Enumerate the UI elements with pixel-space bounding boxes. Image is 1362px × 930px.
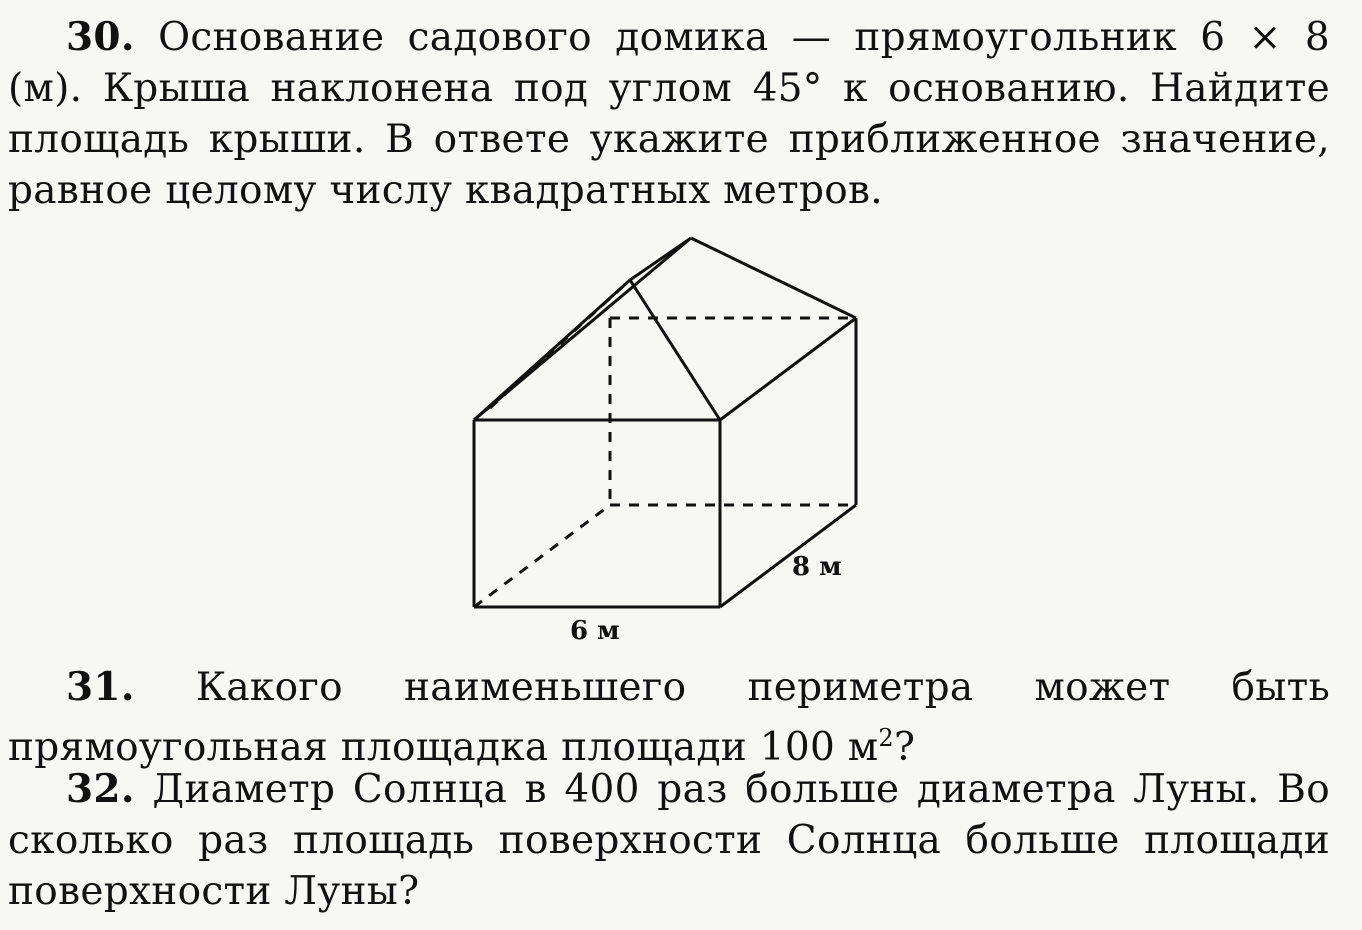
roof-back-right [691,238,856,318]
problem-31-number: 31. [66,664,135,710]
right-top-edge [720,318,856,420]
problem-32 [8,764,1330,917]
width-label: 6 м [570,616,620,646]
problem-31-question-mark: ? [894,725,916,770]
problem-30-number: 30. [66,14,135,60]
depth-label: 8 м [792,552,842,582]
roof-front-right [630,280,720,420]
hidden-bottom-diagonal [474,505,610,607]
problem-32-number: 32. [66,766,135,812]
problem-31-text: Какого наименьшего периметра может быть прямоугольная площадка площади 100 м [8,665,1331,770]
problem-30-text: Основание садового домика — прямоугольник 6 × 8 (м). Крыша наклонена под углом 45° к основанию. Найдите площадь крыши. В ответе укажите приближенное значение, равное целому числу квадратных метров. [8,15,1330,213]
problem-32-text: Диаметр Солнца в 400 раз больше диаметра Луны. Во сколько раз площадь поверхности Солнца больше площади поверхности Луны? [8,767,1330,914]
problem-31-superscript: 2 [878,724,894,752]
problem-31 [8,662,1330,773]
